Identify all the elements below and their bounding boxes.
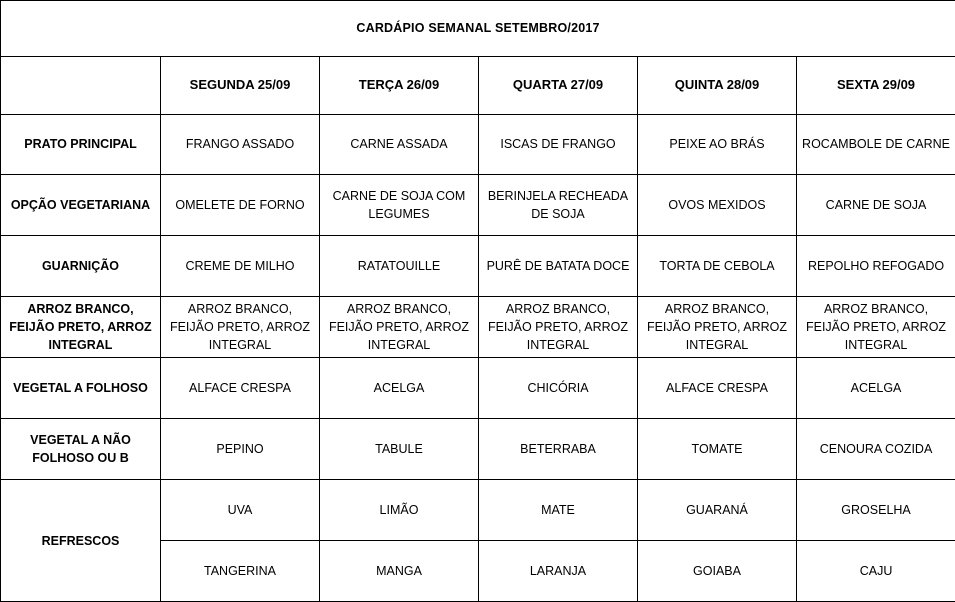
table-cell: MANGA: [320, 541, 479, 602]
table-cell: GROSELHA: [797, 480, 955, 541]
table-cell: ARROZ BRANCO, FEIJÃO PRETO, ARROZ INTEGRAL: [161, 297, 320, 358]
table-cell: PURÊ DE BATATA DOCE: [479, 236, 638, 297]
table-row-vegetal-folhoso: [1, 358, 955, 419]
table-row-refrescos-1: [1, 480, 955, 541]
table-cell: CARNE DE SOJA: [797, 175, 955, 236]
table-cell: MATE: [479, 480, 638, 541]
page-title: CARDÁPIO SEMANAL SETEMBRO/2017: [1, 1, 955, 57]
table-cell: TOMATE: [638, 419, 797, 480]
table-cell: ARROZ BRANCO, FEIJÃO PRETO, ARROZ INTEGRAL: [797, 297, 955, 358]
table-cell: ROCAMBOLE DE CARNE: [797, 114, 955, 175]
table-cell: GOIABA: [638, 541, 797, 602]
table-row-arroz-feijao: [1, 297, 955, 358]
column-header-segunda: SEGUNDA 25/09: [161, 56, 320, 114]
row-label: ARROZ BRANCO, FEIJÃO PRETO, ARROZ INTEGRAL: [1, 297, 161, 358]
table-row-opcao-vegetariana: [1, 175, 955, 236]
table-cell: ISCAS DE FRANGO: [479, 114, 638, 175]
table-cell: ARROZ BRANCO, FEIJÃO PRETO, ARROZ INTEGRAL: [479, 297, 638, 358]
table-cell: OVOS MEXIDOS: [638, 175, 797, 236]
table-cell: BERINJELA RECHEADA DE SOJA: [479, 175, 638, 236]
table-cell: CENOURA COZIDA: [797, 419, 955, 480]
table-row-prato-principal: [1, 114, 955, 175]
table-cell: CREME DE MILHO: [161, 236, 320, 297]
row-label-refrescos: REFRESCOS: [1, 480, 161, 602]
table-cell: PEPINO: [161, 419, 320, 480]
table-row-guarnicao: [1, 236, 955, 297]
table-cell: CAJU: [797, 541, 955, 602]
title-row: [1, 1, 955, 57]
table-row-vegetal-nao-folhoso: [1, 419, 955, 480]
table-cell: TANGERINA: [161, 541, 320, 602]
row-label: GUARNIÇÃO: [1, 236, 161, 297]
row-label: PRATO PRINCIPAL: [1, 114, 161, 175]
row-label: VEGETAL A FOLHOSO: [1, 358, 161, 419]
column-header-sexta: SEXTA 29/09: [797, 56, 955, 114]
column-header-terca: TERÇA 26/09: [320, 56, 479, 114]
table-cell: ARROZ BRANCO, FEIJÃO PRETO, ARROZ INTEGRAL: [320, 297, 479, 358]
table-cell: BETERRABA: [479, 419, 638, 480]
table-cell: ALFACE CRESPA: [638, 358, 797, 419]
table-cell: PEIXE AO BRÁS: [638, 114, 797, 175]
table-cell: LIMÃO: [320, 480, 479, 541]
table-cell: UVA: [161, 480, 320, 541]
table-cell: LARANJA: [479, 541, 638, 602]
column-header-quinta: QUINTA 28/09: [638, 56, 797, 114]
corner-cell: [1, 56, 161, 114]
table-cell: OMELETE DE FORNO: [161, 175, 320, 236]
table-cell: REPOLHO REFOGADO: [797, 236, 955, 297]
row-label: VEGETAL A NÃO FOLHOSO OU B: [1, 419, 161, 480]
column-header-quarta: QUARTA 27/09: [479, 56, 638, 114]
table-cell: CARNE DE SOJA COM LEGUMES: [320, 175, 479, 236]
table-cell: RATATOUILLE: [320, 236, 479, 297]
table-cell: CHICÓRIA: [479, 358, 638, 419]
table-cell: ALFACE CRESPA: [161, 358, 320, 419]
table-cell: TORTA DE CEBOLA: [638, 236, 797, 297]
table-cell: GUARANÁ: [638, 480, 797, 541]
header-row: [1, 56, 955, 114]
table-cell: FRANGO ASSADO: [161, 114, 320, 175]
table-cell: ACELGA: [320, 358, 479, 419]
table-cell: ACELGA: [797, 358, 955, 419]
table-cell: TABULE: [320, 419, 479, 480]
row-label: OPÇÃO VEGETARIANA: [1, 175, 161, 236]
table-cell: CARNE ASSADA: [320, 114, 479, 175]
table-cell: ARROZ BRANCO, FEIJÃO PRETO, ARROZ INTEGRAL: [638, 297, 797, 358]
